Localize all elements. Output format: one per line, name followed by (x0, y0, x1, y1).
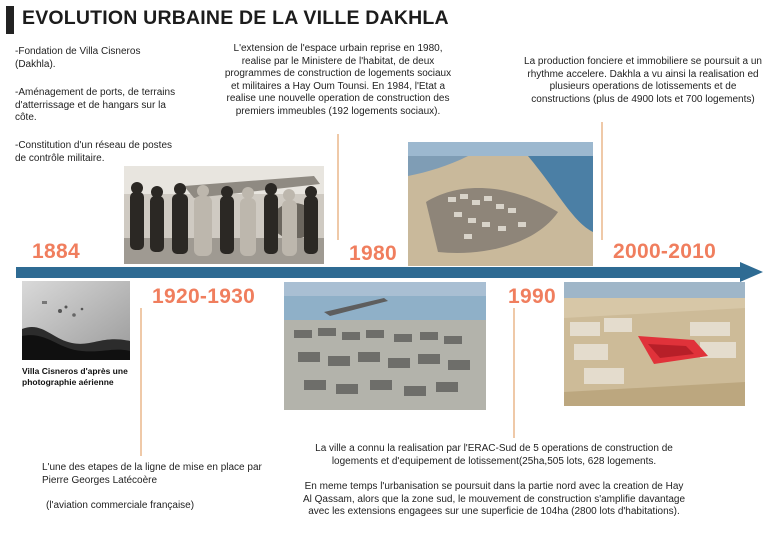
timeline-arrow-head (740, 262, 763, 282)
connector-2000 (601, 122, 603, 240)
year-1990: 1990 (508, 285, 556, 308)
text-1884-foundation: -Fondation de Villa Cisneros (Dakhla). (15, 46, 141, 70)
connector-1920 (140, 308, 142, 456)
text-1920-aviation: (l'aviation commerciale française) (46, 500, 195, 511)
modern-city-aerial-photo-icon (564, 282, 745, 406)
text-1920-latecoere: L'une des etapes de la ligne de mise en place par Pierre Georges Latécoère (42, 462, 262, 486)
page-title: EVOLUTION URBAINE DE LA VILLE DAKHLA (22, 7, 449, 29)
text-1884-ports: -Aménagement de ports, de terrains d'atterrissage et de hangars sur la côte. (15, 87, 176, 124)
year-1884: 1884 (32, 240, 80, 263)
aerial-photo-icon (22, 281, 130, 360)
text-1980: L'extension de l'espace urbain reprise en 1980, realise par le Ministere de l'habitat, de deux programmes de construction de logements sociaux et militaires a Hay Oum Tounsi. En 1984, l'Etat a realise une nouvelle operation de construction des premiers immeubles (192 logements sociaux). (224, 43, 452, 117)
timeline-arrow-shaft (16, 267, 742, 278)
year-1980: 1980 (349, 242, 397, 265)
text-1990-erac: La ville a connu la realisation par l'ERAC-Sud de 5 operations de construction de logements et d'equipement de lotissement(25ha,505 lots, 628 logements. (315, 443, 673, 467)
text-1884-military: -Constitution d'un réseau de postes de contrôle militaire. (15, 140, 173, 164)
aviators-photo-icon (124, 166, 324, 264)
text-2000-2010: La production fonciere et immobiliere se poursuit a un rhythme accelere. Dakhla a vu ainsi la realisation ed plusieurs operations de lotissements et de constructions (plus de 4900 lots et 700 logements) (524, 56, 762, 105)
year-1920-1930: 1920-1930 (152, 285, 256, 308)
city-aerial-photo-icon (408, 142, 593, 266)
title-accent-bar (6, 6, 14, 34)
harbor-aerial-photo-icon (284, 282, 486, 424)
text-1990-qassam: En meme temps l'urbanisation se poursuit dans la partie nord avec la creation de Hay Al Qassam, alors que la zone sud, le mouvement de construction s'amplifie davantage avec les extensions engagees sur une superficie de 104ha (2800 lots d'habitations). (302, 481, 686, 518)
connector-1990 (513, 308, 515, 438)
caption-villa-cisneros: Villa Cisneros d'après une photographie aérienne (22, 366, 128, 387)
connector-1980 (337, 134, 339, 240)
year-2000-2010: 2000-2010 (613, 240, 717, 263)
